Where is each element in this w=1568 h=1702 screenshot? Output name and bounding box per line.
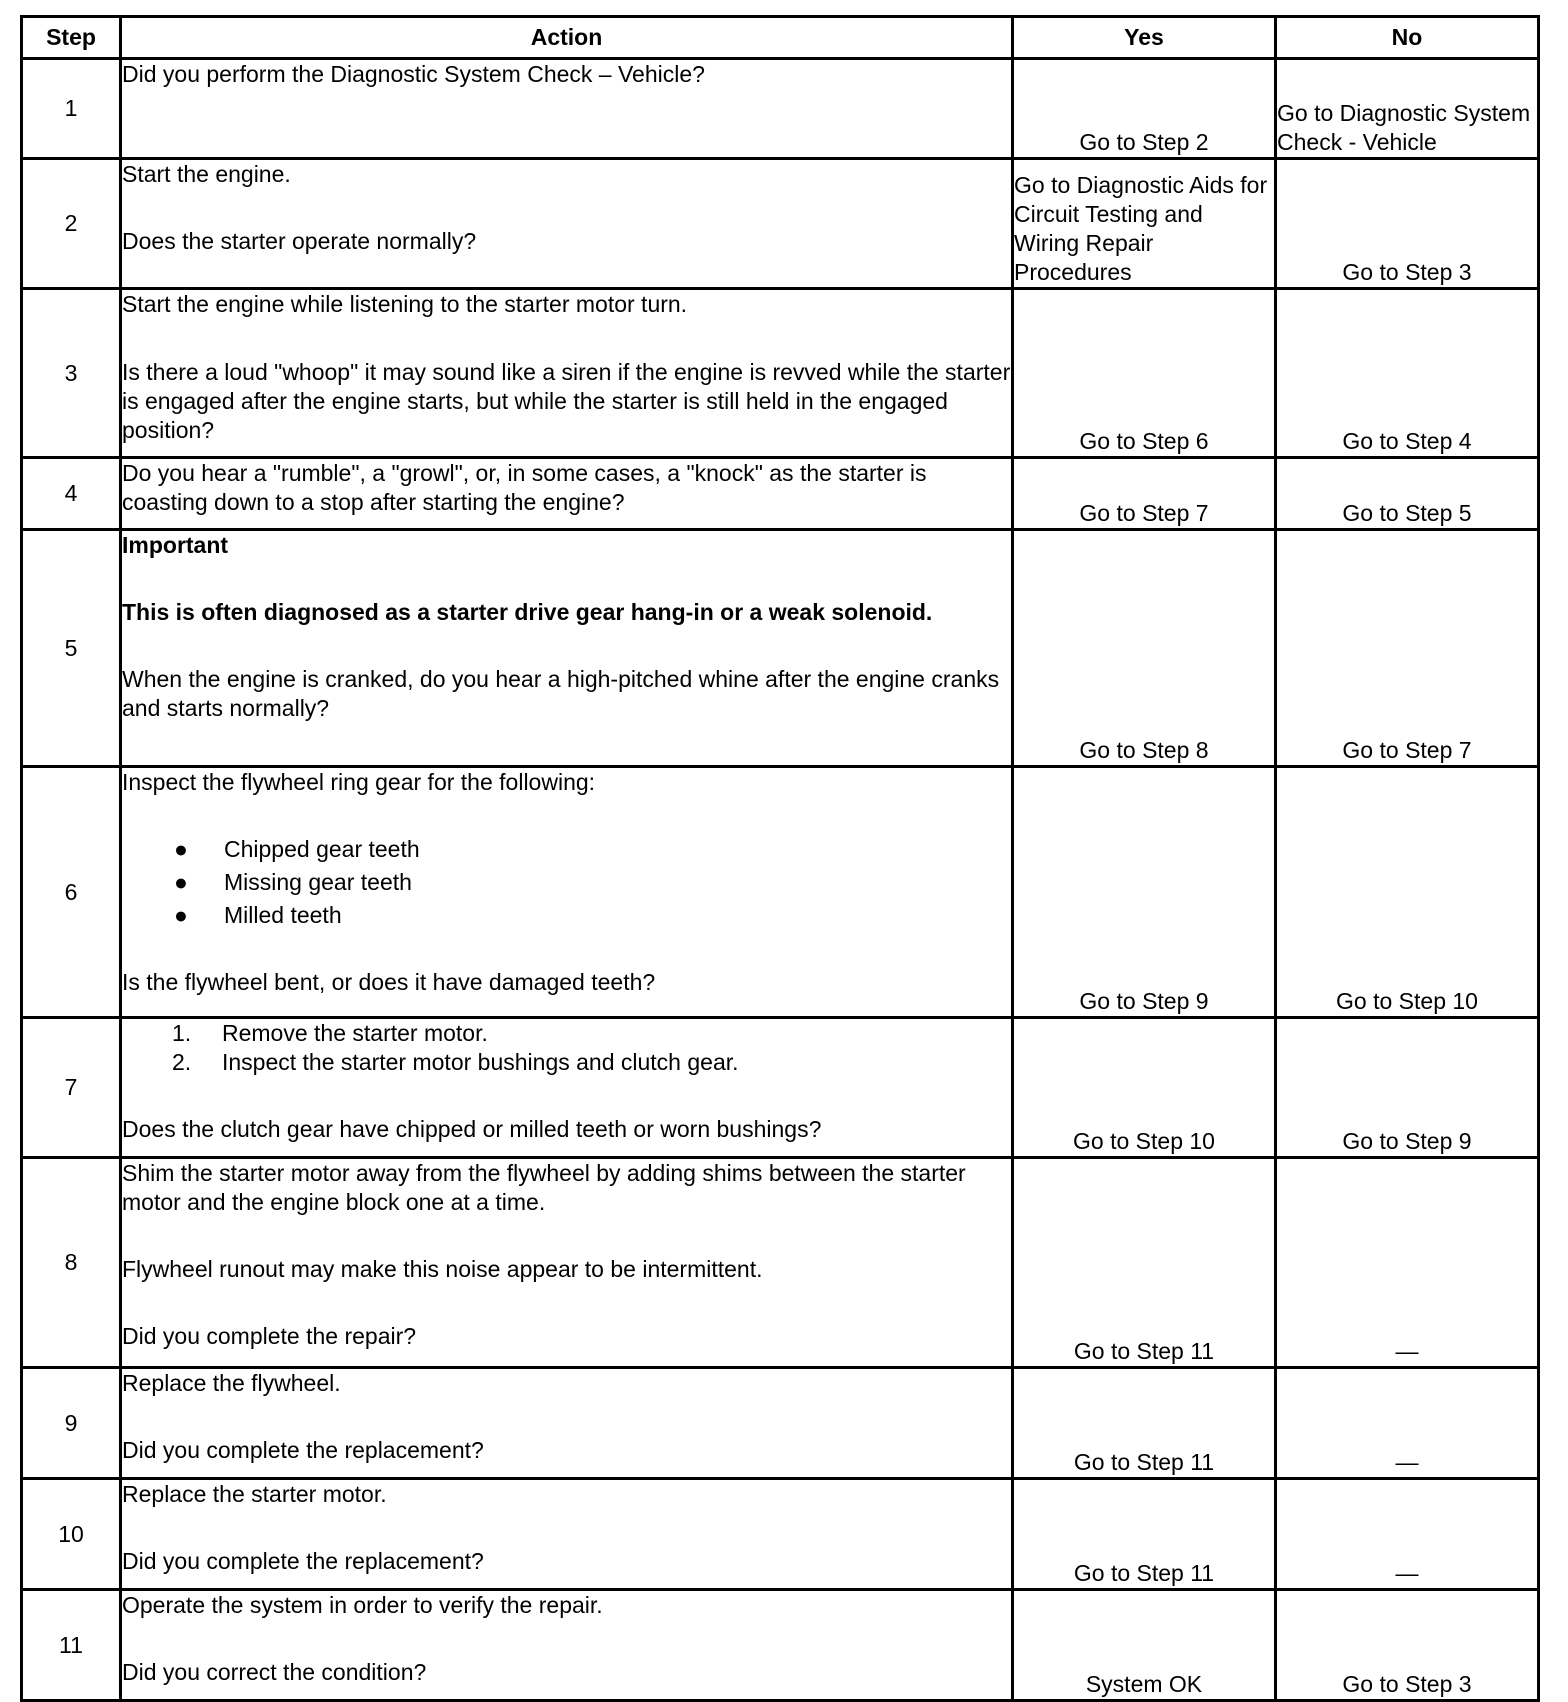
- bullet-list: [122, 833, 1011, 932]
- list-item: [172, 1019, 1011, 1048]
- yes-cell: Go to Diagnostic Aids for Circuit Testing and Wiring Repair Procedures: [1013, 159, 1276, 289]
- diagnostic-table: [20, 15, 1540, 1702]
- yes-cell: System OK: [1013, 1590, 1276, 1701]
- table-row: [22, 159, 1539, 289]
- step-number: 3: [22, 289, 121, 458]
- no-cell: Go to Step 9: [1276, 1018, 1539, 1158]
- yes-cell: Go to Step 10: [1013, 1018, 1276, 1158]
- list-number: 2.: [172, 1049, 192, 1075]
- header-no: No: [1276, 17, 1539, 59]
- important-label: Important: [122, 532, 229, 558]
- header-yes: Yes: [1013, 17, 1276, 59]
- action-text: Replace the flywheel.: [122, 1370, 341, 1396]
- list-text: Inspect the starter motor bushings and clutch gear.: [222, 1049, 739, 1075]
- action-question: When the engine is cranked, do you hear a high-pitched whine after the engine cranks and starts normally?: [122, 666, 1000, 721]
- list-number: 1.: [172, 1020, 192, 1046]
- list-item: ● Chipped gear teeth: [174, 836, 420, 862]
- action-text: Shim the starter motor away from the flywheel by adding shims between the starter motor and the engine block one at a time.: [122, 1160, 966, 1215]
- step-number: 11: [22, 1590, 121, 1701]
- action-cell: [121, 289, 1013, 458]
- action-question: Did you complete the replacement?: [122, 1548, 484, 1574]
- yes-cell: Go to Step 8: [1013, 530, 1276, 767]
- yes-cell: Go to Step 11: [1013, 1158, 1276, 1368]
- action-cell: [121, 159, 1013, 289]
- table-row: [22, 1368, 1539, 1479]
- action-cell: [121, 1590, 1013, 1701]
- no-cell: Go to Step 7: [1276, 530, 1539, 767]
- step-number: 6: [22, 767, 121, 1018]
- action-cell: [121, 458, 1013, 530]
- no-cell: —: [1276, 1368, 1539, 1479]
- action-question: Does the starter operate normally?: [122, 228, 477, 254]
- step-number: 1: [22, 59, 121, 159]
- no-cell: —: [1276, 1158, 1539, 1368]
- action-question: Is there a loud "whoop" it may sound like a siren if the engine is revved while the starter is engaged after the engine starts, but while the starter is still held in the engaged position?: [122, 359, 1011, 443]
- table-row: [22, 1479, 1539, 1590]
- action-text: Did you perform the Diagnostic System Check – Vehicle?: [122, 61, 705, 87]
- action-cell: [121, 1158, 1013, 1368]
- table-row: [22, 530, 1539, 767]
- step-number: 5: [22, 530, 121, 767]
- numbered-list: [122, 1019, 1011, 1077]
- header-row: [22, 17, 1539, 59]
- no-cell: —: [1276, 1479, 1539, 1590]
- list-item: [172, 1048, 1011, 1077]
- bullet-text: Chipped gear teeth: [224, 836, 420, 862]
- table-row: [22, 289, 1539, 458]
- no-cell: Go to Step 5: [1276, 458, 1539, 530]
- step-number: 9: [22, 1368, 121, 1479]
- table-row: [22, 767, 1539, 1018]
- list-text: Remove the starter motor.: [222, 1020, 488, 1046]
- action-note: Flywheel runout may make this noise appear to be intermittent.: [122, 1256, 763, 1282]
- step-number: 7: [22, 1018, 121, 1158]
- important-note: This is often diagnosed as a starter drive gear hang-in or a weak solenoid.: [122, 599, 933, 625]
- step-number: 4: [22, 458, 121, 530]
- action-question: Did you complete the repair?: [122, 1323, 417, 1349]
- yes-cell: Go to Step 11: [1013, 1368, 1276, 1479]
- header-action: Action: [121, 17, 1013, 59]
- yes-cell: Go to Step 2: [1013, 59, 1276, 159]
- table-row: [22, 1018, 1539, 1158]
- action-cell: [121, 59, 1013, 159]
- bullet-text: Milled teeth: [224, 902, 342, 928]
- yes-cell: Go to Step 7: [1013, 458, 1276, 530]
- table-row: [22, 1590, 1539, 1701]
- no-cell: Go to Step 10: [1276, 767, 1539, 1018]
- no-cell: Go to Step 4: [1276, 289, 1539, 458]
- table-row: [22, 458, 1539, 530]
- action-cell: [121, 530, 1013, 767]
- list-item: ● Missing gear teeth: [174, 869, 412, 895]
- yes-cell: Go to Step 6: [1013, 289, 1276, 458]
- action-question: Did you complete the replacement?: [122, 1437, 484, 1463]
- no-cell: Go to Step 3: [1276, 1590, 1539, 1701]
- bullet-text: Missing gear teeth: [224, 869, 412, 895]
- yes-cell: Go to Step 9: [1013, 767, 1276, 1018]
- action-question: Does the clutch gear have chipped or milled teeth or worn bushings?: [122, 1116, 822, 1142]
- action-cell: [121, 1479, 1013, 1590]
- action-text: Start the engine while listening to the starter motor turn.: [122, 291, 688, 317]
- action-question: Is the flywheel bent, or does it have damaged teeth?: [122, 969, 656, 995]
- step-number: 8: [22, 1158, 121, 1368]
- action-question: Do you hear a "rumble", a "growl", or, in some cases, a "knock" as the starter is coasting down to a stop after starting the engine?: [122, 460, 927, 515]
- action-text: Operate the system in order to verify the repair.: [122, 1592, 603, 1618]
- action-cell: [121, 767, 1013, 1018]
- table-row: [22, 1158, 1539, 1368]
- header-step: Step: [22, 17, 121, 59]
- action-cell: [121, 1368, 1013, 1479]
- no-cell: Go to Step 3: [1276, 159, 1539, 289]
- yes-cell: Go to Step 11: [1013, 1479, 1276, 1590]
- no-cell: Go to Diagnostic System Check - Vehicle: [1276, 59, 1539, 159]
- action-text: Replace the starter motor.: [122, 1481, 387, 1507]
- action-question: Did you correct the condition?: [122, 1659, 427, 1685]
- action-text: Start the engine.: [122, 161, 291, 187]
- action-cell: [121, 1018, 1013, 1158]
- step-number: 10: [22, 1479, 121, 1590]
- list-item: ● Milled teeth: [174, 902, 342, 928]
- action-text: Inspect the flywheel ring gear for the following:: [122, 769, 596, 795]
- step-number: 2: [22, 159, 121, 289]
- table-row: [22, 59, 1539, 159]
